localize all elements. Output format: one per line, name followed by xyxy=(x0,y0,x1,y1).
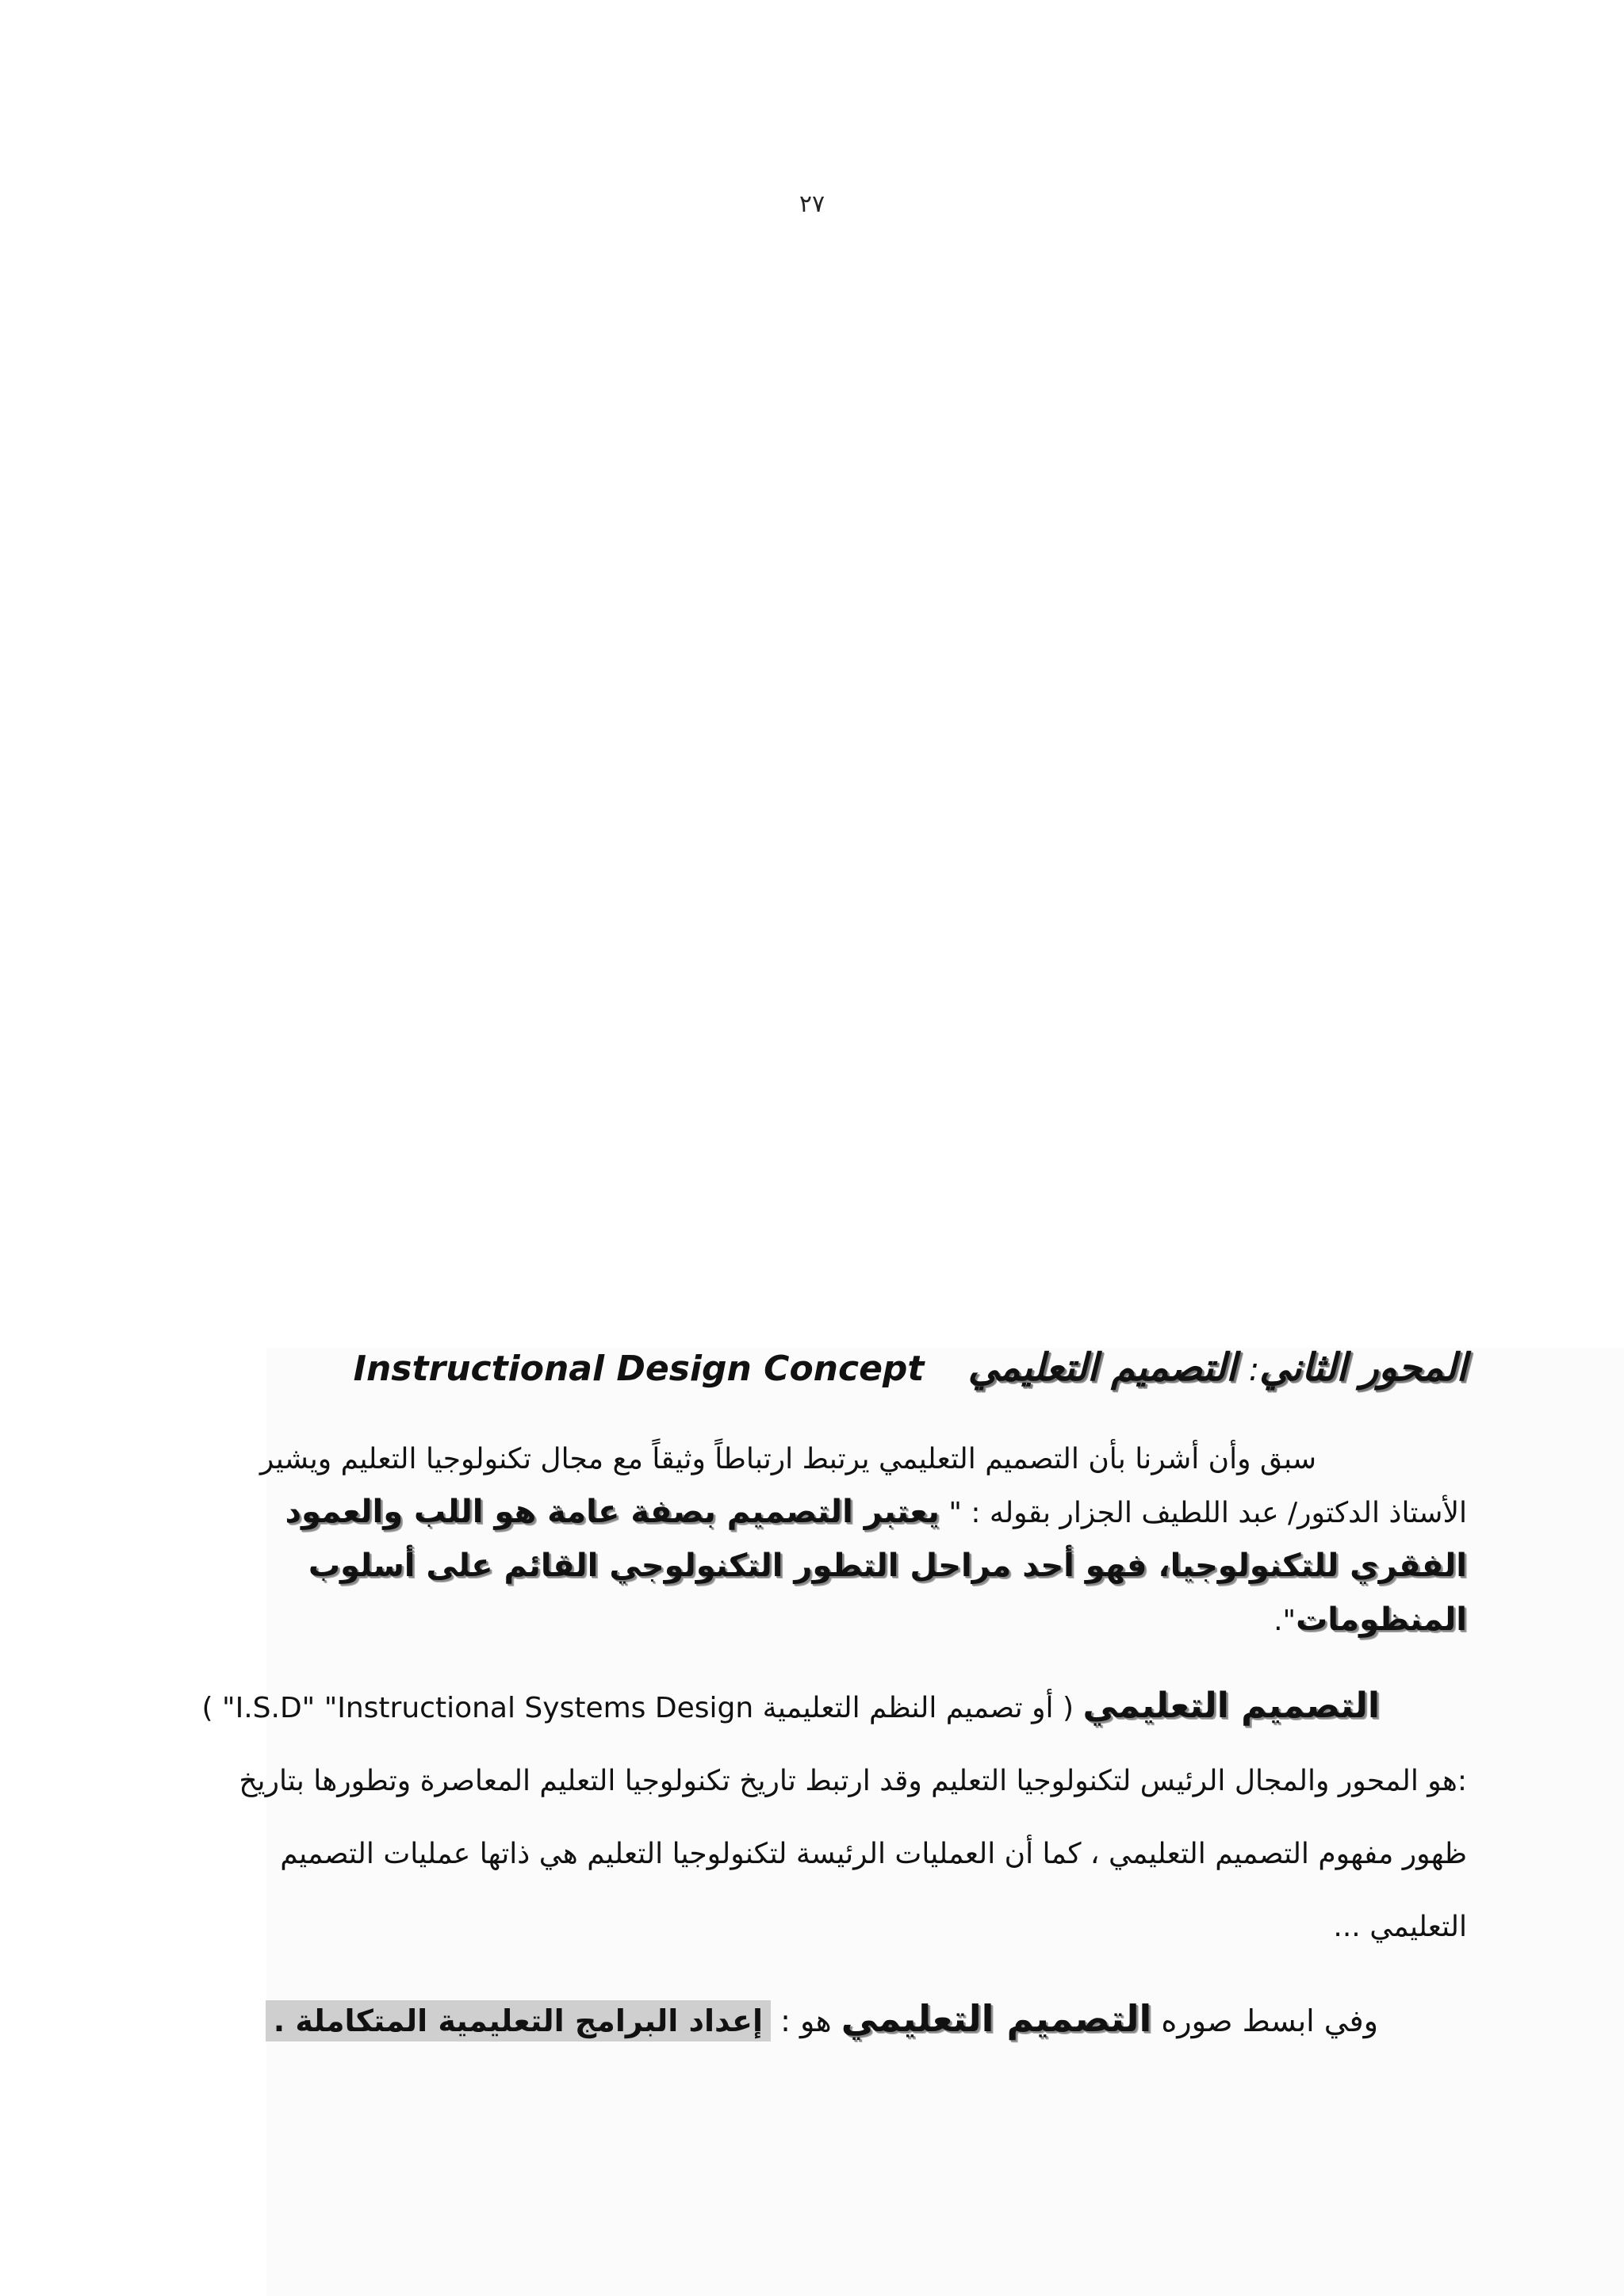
quoted-definition: يعتبر التصميم بصفة عامة هو اللب والعمود الفقري للتكنولوجيا، فهو أحد مراحل التطور التكنولوجي القائم على أسلوب المنظومات xyxy=(285,1494,1467,1638)
abbreviation: "I.S.D" xyxy=(222,1692,316,1724)
intro-paragraph xyxy=(198,1433,1467,1647)
definition-term: التصميم التعليمي xyxy=(1082,1686,1380,1726)
heading-colon: : xyxy=(1248,1352,1260,1388)
quote-closing: ". xyxy=(1274,1605,1297,1637)
alternate-name: ( أو تصميم النظم التعليمية xyxy=(762,1692,1074,1724)
simple-definition-line xyxy=(266,1988,1378,2051)
simple-term: التصميم التعليمي xyxy=(841,1997,1152,2040)
english-system-name: "Instructional Systems Design xyxy=(324,1692,754,1724)
definition-paragraph xyxy=(198,1670,1467,1964)
simple-prefix: وفي ابسط صوره xyxy=(1161,2003,1378,2038)
page-number: ٢٧ xyxy=(799,190,825,218)
heading-axis-label: المحور الثاني xyxy=(1259,1345,1467,1390)
intro-text: سبق وأن أشرنا بأن التصميم التعليمي يرتبط ارتباطاً وثيقاً مع مجال تكنولوجيا التعليم ويشير الأستاذ الدكتور/ عبد اللطيف الجزار بقوله : " xyxy=(259,1443,1467,1529)
section-heading xyxy=(198,1340,1467,1398)
heading-topic: التصميم التعليمي xyxy=(967,1345,1237,1390)
simple-connector: هو : xyxy=(780,2003,832,2038)
definition-body: ) :هو المحور والمجال الرئيس لتكنولوجيا التعليم وقد ارتبط تاريخ تكنولوجيا التعليم المعاصرة وتطورها بتاريخ ظهور مفهوم التصميم التعليمي ، كما أن العمليات الرئيسة لتكنولوجيا التعليم هي ذاتها عمليات التصميم التعليمي ... xyxy=(201,1692,1467,1943)
heading-english: Instructional Design Concept xyxy=(353,1349,925,1389)
highlighted-definition: إعداد البرامج التعليمية المتكاملة . xyxy=(266,2000,771,2042)
